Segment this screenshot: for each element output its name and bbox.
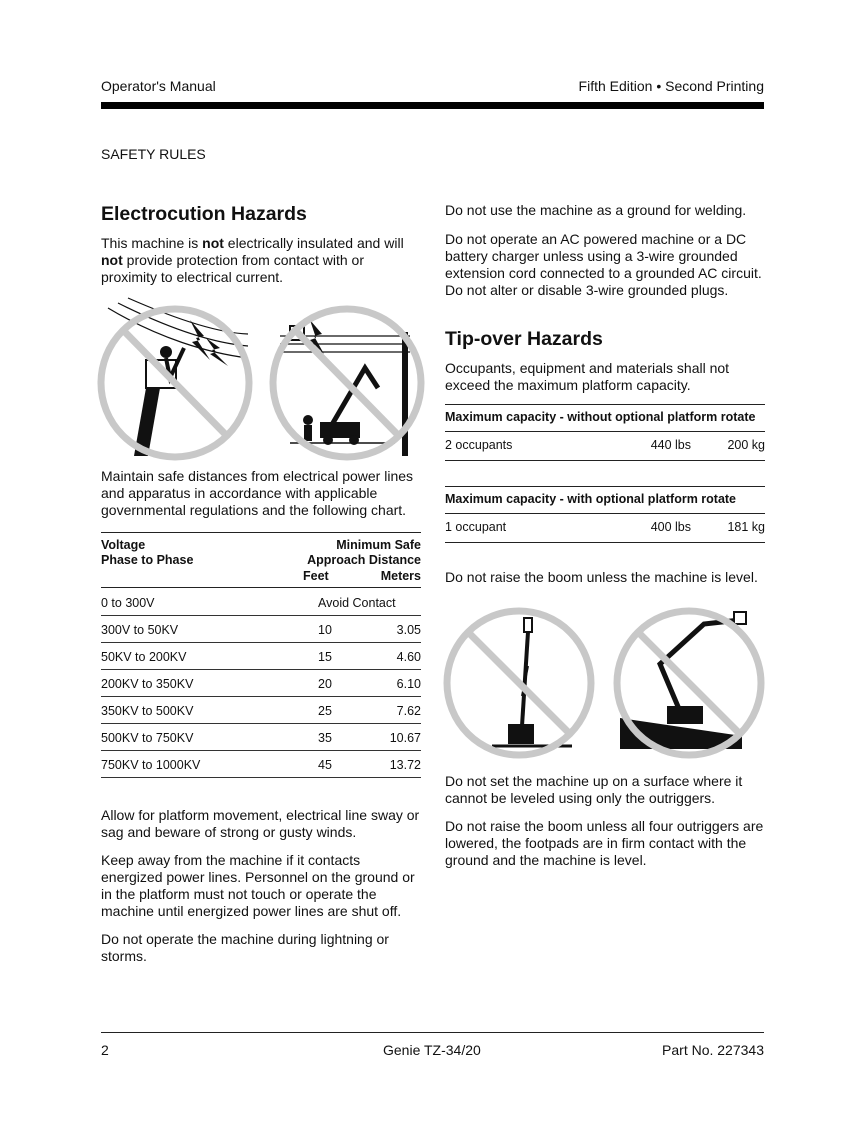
header-voltage: Voltage — [101, 538, 146, 552]
level-paragraph — [445, 569, 765, 586]
intro-emphasis-1: not — [202, 235, 224, 251]
intro-text-2: electrically insulated and will — [223, 235, 404, 251]
level-text: Do not raise the boom unless the machine is level. — [445, 569, 758, 585]
maintain-distance-paragraph — [101, 468, 421, 519]
footer-rule — [101, 1032, 764, 1033]
prohibited-vertical-boom-illustration — [442, 606, 597, 761]
row-avoid-contact: Avoid Contact — [318, 596, 396, 610]
tipover-hazards-title: Tip-over Hazards — [445, 328, 603, 350]
header-manual-title: Operator's Manual — [101, 78, 216, 94]
row-range: 750KV to 1000KV — [101, 758, 201, 772]
capacity-bottom-rule — [445, 460, 765, 461]
table-row — [101, 751, 421, 778]
tipover-title-block — [445, 327, 765, 351]
row-feet: 15 — [318, 650, 332, 664]
row-meters: 3.05 — [396, 623, 421, 637]
allow-movement-text: Allow for platform movement, electrical line sway or sag and beware of strong or gusty winds. — [101, 807, 420, 840]
allow-movement-paragraph — [101, 807, 421, 841]
row-feet: 10 — [318, 623, 332, 637]
table-row — [101, 589, 421, 616]
row-range: 50KV to 200KV — [101, 650, 187, 664]
table-row — [101, 697, 421, 724]
keep-away-paragraph — [101, 852, 421, 920]
row-feet: 35 — [318, 731, 332, 745]
header-min-safe: Minimum Safe — [336, 538, 421, 552]
occupants-text: Occupants, equipment and materials shall not exceed the maximum platform capacity. — [445, 360, 730, 393]
welding-text: Do not use the machine as a ground for welding. — [445, 202, 747, 218]
prohibited-power-line-contact-illustration — [98, 298, 253, 458]
electrocution-intro — [101, 235, 421, 286]
table-row — [101, 643, 421, 670]
surface-text: Do not set the machine up on a surface where it cannot be leveled using only the outriggers. — [445, 773, 743, 806]
prohibited-boom-near-power-line-illustration — [270, 298, 425, 458]
header-rule — [101, 102, 764, 109]
capacity-lbs: 400 lbs — [650, 520, 691, 534]
capacity-heading: Maximum capacity - without optional platform rotate — [445, 410, 756, 424]
header-feet: Feet — [303, 569, 329, 583]
table-top-rule — [101, 532, 421, 533]
page-number: 2 — [101, 1042, 109, 1058]
capacity-table-without-rotate — [445, 404, 765, 462]
section-label: SAFETY RULES — [101, 146, 206, 162]
capacity-top-rule — [445, 404, 765, 405]
intro-text-1: This machine is — [101, 235, 203, 251]
electrocution-hazards-title: Electrocution Hazards — [101, 203, 307, 225]
capacity-row — [445, 432, 765, 460]
intro-text-3: provide protection from contact with or proximity to electrical current. — [101, 252, 364, 285]
occupants-paragraph — [445, 360, 765, 394]
row-feet: 20 — [318, 677, 332, 691]
intro-emphasis-2: not — [101, 252, 123, 268]
maintain-distance-text: Maintain safe distances from electrical power lines and apparatus in accordance with applicable governmental regulations and the following chart. — [101, 468, 414, 518]
header-phase: Phase to Phase — [101, 553, 194, 567]
row-feet: 25 — [318, 704, 332, 718]
row-meters: 4.60 — [396, 650, 421, 664]
header-approach: Approach Distance — [307, 553, 421, 567]
surface-paragraph — [445, 773, 765, 807]
capacity-row — [445, 514, 765, 542]
outriggers-text: Do not raise the boom unless all four outriggers are lowered, the footpads are in firm contact with the ground and the machine is level. — [445, 818, 764, 868]
ac-power-paragraph — [445, 231, 765, 299]
row-range: 0 to 300V — [101, 596, 155, 610]
capacity-kg: 200 kg — [727, 438, 765, 452]
capacity-table-with-rotate — [445, 486, 765, 544]
capacity-heading: Maximum capacity - with optional platform rotate — [445, 492, 737, 506]
ac-power-text: Do not operate an AC powered machine or a DC battery charger unless using a 3-wire grounded extension cord connected to a grounded AC circuit. Do not alter or disable 3-wire grounded plugs. — [445, 231, 762, 298]
lightning-text: Do not operate the machine during lightning or storms. — [101, 931, 389, 964]
outriggers-paragraph — [445, 818, 765, 869]
row-meters: 10.67 — [389, 731, 421, 745]
capacity-occupants: 2 occupants — [445, 438, 513, 452]
voltage-distance-table — [101, 532, 421, 782]
header-edition: Fifth Edition • Second Printing — [578, 78, 764, 94]
row-feet: 45 — [318, 758, 332, 772]
row-range: 350KV to 500KV — [101, 704, 194, 718]
row-range: 500KV to 750KV — [101, 731, 194, 745]
row-meters: 6.10 — [396, 677, 421, 691]
lightning-paragraph — [101, 931, 421, 965]
row-meters: 7.62 — [396, 704, 421, 718]
table-row — [101, 724, 421, 751]
row-range: 200KV to 350KV — [101, 677, 194, 691]
welding-paragraph — [445, 202, 765, 219]
footer-model: Genie TZ-34/20 — [383, 1042, 481, 1058]
keep-away-text: Keep away from the machine if it contacts energized power lines. Personnel on the ground or in the platform must not touch or operate the machine until energized power lines are shut off. — [101, 852, 415, 919]
prohibited-boom-on-slope-illustration — [612, 606, 767, 761]
capacity-lbs: 440 lbs — [650, 438, 691, 452]
footer-part-number: Part No. 227343 — [662, 1042, 764, 1058]
row-range: 300V to 50KV — [101, 623, 179, 637]
table-row — [101, 670, 421, 697]
capacity-top-rule — [445, 486, 765, 487]
row-meters: 13.72 — [389, 758, 421, 772]
electrocution-title-block — [101, 202, 421, 226]
capacity-kg: 181 kg — [727, 520, 765, 534]
capacity-occupants: 1 occupant — [445, 520, 507, 534]
capacity-bottom-rule — [445, 542, 765, 543]
header-meters: Meters — [380, 569, 421, 583]
table-row — [101, 616, 421, 643]
